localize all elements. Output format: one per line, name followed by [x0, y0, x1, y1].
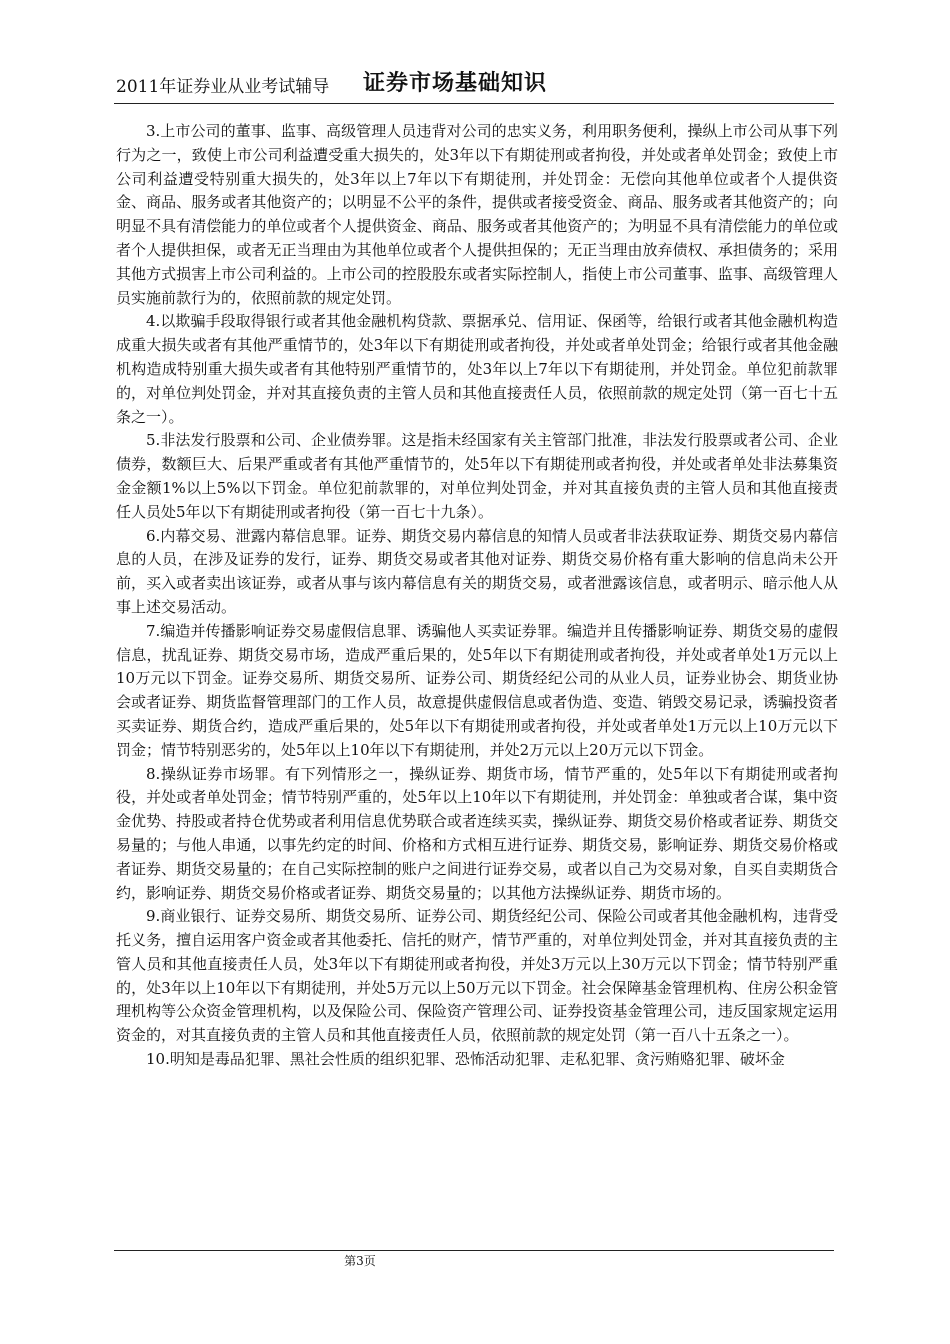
- page-header: [116, 62, 836, 102]
- paragraph-7: 7.编造并传播影响证券交易虚假信息罪、诱骗他人买卖证券罪。编造并且传播影响证券、期货交易的虚假信息，扰乱证券、期货交易市场，造成严重后果的，处5年以下有期徒刑或者拘役，并处或者单处1万元以上10万元以下罚金。证券交易所、期货交易所、证券公司、期货经纪公司的从业人员，证券业协会、期货业协会或者证券、期货监督管理部门的工作人员，故意提供虚假信息或者伪造、变造、销毁交易记录，诱骗投资者买卖证券、期货合约，造成严重后果的，处5年以下有期徒刑或者拘役，并处或者单处1万元以上10万元以下罚金；情节特别恶劣的，处5年以上10年以下有期徒刑，并处2万元以上20万元以下罚金。: [116, 621, 838, 759]
- paragraph-9: 9.商业银行、证券交易所、期货交易所、证券公司、期货经纪公司、保险公司或者其他金融机构，违背受托义务，擅自运用客户资金或者其他委托、信托的财产，情节严重的，对单位判处罚金，并对其直接负责的主管人员和其他直接责任人员，处3年以下有期徒刑或者拘役，并处3万元以上30万元以下罚金；情节特别严重的，处3年以上10年以下有期徒刑，并处5万元以上50万元以下罚金。社会保障基金管理机构、住房公积金管理机构等公众资金管理机构，以及保险公司、保险资产管理公司、证券投资基金管理公司，违反国家规定运用资金的，对其直接负责的主管人员和其他直接责任人员，依照前款的规定处罚（第一百八十五条之一）。: [116, 907, 838, 1045]
- footer-divider: [114, 1250, 834, 1251]
- page-number: 第3页: [344, 1254, 376, 1268]
- header-divider: [114, 103, 834, 104]
- paragraph-4: 4.以欺骗手段取得银行或者其他金融机构贷款、票据承兑、信用证、保函等，给银行或者其他金融机构造成重大损失或者有其他严重情节的，处3年以下有期徒刑或者拘役，并处或者单处罚金；给银行或者其他金融机构造成特别重大损失或者有其他特别严重情节的，处3年以上7年以下有期徒刑，并处罚金。单位犯前款罪的，对单位判处罚金，并对其直接负责的主管人员和其他直接责任人员，依照前款的规定处罚（第一百七十五条之一）。: [116, 312, 838, 426]
- header-title: 证券市场基础知识: [363, 71, 548, 96]
- paragraph-10: 10.明知是毒品犯罪、黑社会性质的组织犯罪、恐怖活动犯罪、走私犯罪、贪污贿赂犯罪、破坏金: [146, 1050, 785, 1069]
- paragraph-6: 6.内幕交易、泄露内幕信息罪。证券、期货交易内幕信息的知情人员或者非法获取证券、期货交易内幕信息的人员，在涉及证券的发行，证券、期货交易或者其他对证券、期货交易价格有重大影响的信息尚未公开前，买入或者卖出该证券，或者从事与该内幕信息有关的期货交易，或者泄露该信息，或者明示、暗示他人从事上述交易活动。: [116, 526, 838, 616]
- paragraph-8: 8.操纵证券市场罪。有下列情形之一，操纵证券、期货市场，情节严重的，处5年以下有期徒刑或者拘役，并处或者单处罚金；情节特别严重的，处5年以上10年以下有期徒刑，并处罚金：单独或者合谋，集中资金优势、持股或者持仓优势或者利用信息优势联合或者连续买卖，操纵证券、期货交易价格或者证券、期货交易量的；与他人串通，以事先约定的时间、价格和方式相互进行证券、期货交易，影响证券、期货交易价格或者证券、期货交易量的；在自己实际控制的账户之间进行证券交易，或者以自己为交易对象，自买自卖期货合约，影响证券、期货交易价格或者证券、期货交易量的；以其他方法操纵证券、期货市场的。: [116, 764, 838, 902]
- header-subtitle: 2011年证券业从业考试辅导: [116, 77, 330, 97]
- paragraph-5: 5.非法发行股票和公司、企业债券罪。这是指未经国家有关主管部门批准，非法发行股票或者公司、企业债券，数额巨大、后果严重或者有其他严重情节的，处5年以下有期徒刑或者拘役，并处或者单处非法募集资金金额1%以上5%以下罚金。单位犯前款罪的，对单位判处罚金，并对其直接负责的主管人员和其他直接责任人员处5年以下有期徒刑或者拘役（第一百七十九条）。: [116, 431, 838, 521]
- document-body: [116, 120, 838, 1072]
- paragraph-3: 3.上市公司的董事、监事、高级管理人员违背对公司的忠实义务，利用职务便利，操纵上市公司从事下列行为之一，致使上市公司利益遭受重大损失的，处3年以下有期徒刑或者拘役，并处或者单处罚金；致使上市公司利益遭受特别重大损失的，处3年以上7年以下有期徒刑，并处罚金：无偿向其他单位或者个人提供资金、商品、服务或者其他资产的；以明显不公平的条件，提供或者接受资金、商品、服务或者其他资产的；向明显不具有清偿能力的单位或者个人提供资金、商品、服务或者其他资产的；为明显不具有清偿能力的单位或者个人提供担保，或者无正当理由为其他单位或者个人提供担保的；无正当理由放弃债权、承担债务的；采用其他方式损害上市公司利益的。上市公司的控股股东或者实际控制人，指使上市公司董事、监事、高级管理人员实施前款行为的，依照前款的规定处罚。: [116, 122, 838, 307]
